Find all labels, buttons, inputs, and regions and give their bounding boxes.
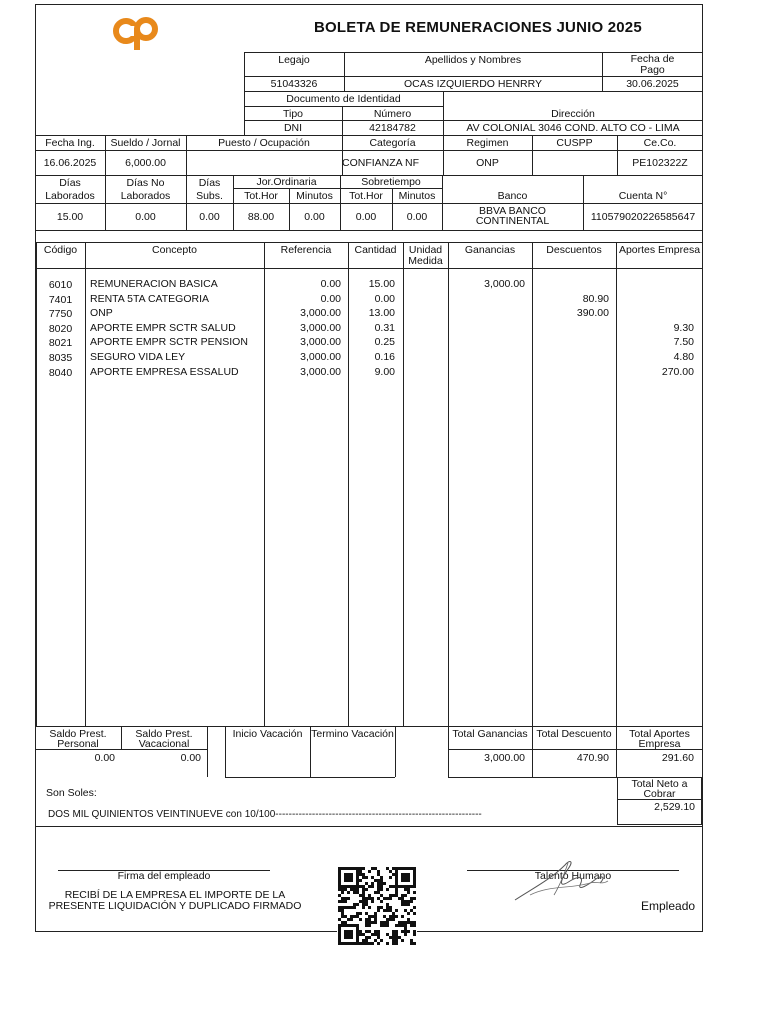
row-codigo: 7750 (48, 308, 73, 321)
nombres-value: OCAS IZQUIERDO HENRRY (403, 78, 543, 90)
son-soles-value: DOS MIL QUINIENTOS VEINTINUEVE con 10/100-------------------------------------------------------------- (48, 809, 482, 820)
jor-minutos-value: 0.00 (304, 211, 325, 223)
ceco-label: Ce.Co. (643, 137, 677, 149)
row-descuentos: 80.90 (582, 292, 609, 305)
direccion-value: AV COLONIAL 3046 COND. ALTO CO - LIMA (466, 122, 680, 134)
row-cantidad: 9.00 (374, 365, 395, 378)
jor-ordinaria-label: Jor.Ordinaria (256, 176, 317, 188)
fecha-pago-label-1: Fecha de (630, 53, 675, 65)
total-aportes-label-1: Total Aportes (629, 728, 690, 740)
jor-minutos-label: Minutos (296, 190, 333, 202)
dias-no-label-1: Días No (126, 177, 165, 189)
row-cantidad: 15.00 (368, 278, 395, 290)
fecha-pago-value: 30.06.2025 (626, 78, 679, 90)
empleado-label: Empleado (641, 899, 696, 913)
neto-label-2: Cobrar (643, 788, 676, 800)
row-codigo: 6010 (48, 279, 73, 291)
fecha-pago-label-2: Pago (640, 64, 665, 76)
dias-subs-label-2: Subs. (196, 190, 223, 202)
termino-vac-label: Termino Vacación (311, 728, 394, 740)
saldo-personal-label-2: Personal (57, 738, 99, 750)
col-cantidad: Cantidad (354, 244, 397, 256)
fecha-ing-value: 16.06.2025 (43, 157, 97, 169)
col-unidad-1: Unidad (408, 244, 443, 256)
row-aportes: 7.50 (673, 336, 694, 349)
row-aportes: 4.80 (673, 351, 694, 363)
saldo-vac-label-2: Vacacional (138, 738, 190, 750)
company-logo (112, 14, 162, 50)
row-referencia: 3,000.00 (300, 365, 341, 378)
inicio-vac-label: Inicio Vacación (232, 728, 303, 740)
saldo-personal-value: 0.00 (94, 752, 115, 764)
cuenta-label: Cuenta N° (618, 190, 668, 202)
row-concepto: REMUNERACION BASICA (90, 278, 218, 290)
tipo-value: DNI (283, 122, 303, 134)
dias-no-label-2: Laborados (120, 190, 171, 202)
row-concepto: SEGURO VIDA LEY (90, 351, 186, 363)
sobre-minutos-value: 0.00 (406, 211, 428, 223)
sobre-tothor-label: Tot.Hor (349, 190, 383, 202)
dias-lab-label-2: Laborados (45, 190, 95, 202)
sueldo-value: 6,000.00 (125, 157, 166, 169)
row-cantidad: 0.16 (374, 351, 395, 363)
col-concepto: Concepto (152, 244, 197, 256)
row-referencia: 0.00 (320, 292, 341, 305)
row-descuentos: 390.00 (576, 307, 609, 320)
row-referencia: 3,000.00 (300, 307, 341, 320)
row-referencia: 0.00 (320, 278, 341, 290)
total-ganancias-label: Total Ganancias (452, 728, 528, 740)
saldo-vac-label-1: Saldo Prest. (135, 728, 193, 740)
total-aportes-value: 291.60 (661, 752, 694, 764)
regimen-value: ONP (476, 157, 499, 169)
row-cantidad: 0.31 (374, 321, 395, 334)
row-concepto: ONP (90, 307, 113, 320)
row-cantidad: 13.00 (368, 307, 395, 320)
signature-image (510, 855, 615, 905)
puesto-label: Puesto / Ocupación (218, 137, 310, 149)
legajo-label: Legajo (278, 54, 310, 66)
col-unidad-2: Medida (408, 255, 443, 267)
sobretiempo-label: Sobretiempo (361, 176, 421, 188)
col-aportes: Aportes Empresa (618, 244, 701, 256)
row-referencia: 3,000.00 (300, 321, 341, 334)
cuspp-label: CUSPP (556, 137, 593, 149)
banco-value-1: BBVA BANCO (479, 205, 546, 217)
col-codigo: Código (43, 244, 78, 256)
col-descuentos: Descuentos (546, 244, 602, 256)
banco-label: Banco (497, 190, 528, 202)
total-ganancias-value: 3,000.00 (484, 752, 525, 764)
row-aportes: 270.00 (661, 365, 694, 378)
sueldo-label: Sueldo / Jornal (110, 137, 181, 149)
dias-no-value: 0.00 (135, 211, 156, 223)
row-codigo: 8020 (48, 322, 73, 335)
row-concepto: RENTA 5TA CATEGORIA (90, 292, 210, 305)
row-concepto: APORTE EMPRESA ESSALUD (90, 365, 239, 378)
row-ganancias: 3,000.00 (484, 278, 525, 290)
jor-tothor-value: 88.00 (247, 211, 275, 223)
doc-identidad-label: Documento de Identidad (286, 93, 401, 105)
row-codigo: 7401 (48, 293, 73, 306)
dias-subs-label-1: Días (198, 177, 221, 189)
banco-value-2: CONTINENTAL (475, 215, 550, 227)
son-soles-label: Son Soles: (46, 787, 97, 799)
saldo-personal-label-1: Saldo Prest. (49, 728, 107, 740)
row-concepto: APORTE EMPR SCTR SALUD (90, 321, 236, 334)
total-descuento-value: 470.90 (576, 752, 609, 764)
neto-value: 2,529.10 (654, 801, 695, 813)
saldo-vac-value: 0.00 (180, 752, 201, 764)
col-referencia: Referencia (280, 244, 332, 256)
cuenta-value: 110579020226585647 (590, 211, 696, 223)
numero-label: Número (373, 108, 412, 120)
sobre-minutos-label: Minutos (398, 190, 436, 202)
nombres-label: Apellidos y Nombres (424, 54, 522, 66)
recibi-line-1: RECIBÍ DE LA EMPRESA EL IMPORTE DE LA (64, 889, 286, 901)
jor-tothor-label: Tot.Hor (244, 190, 278, 202)
row-codigo: 8040 (48, 366, 73, 379)
row-cantidad: 0.25 (374, 336, 395, 349)
total-descuento-label: Total Descuento (536, 728, 612, 740)
regimen-label: Regimen (466, 137, 509, 149)
numero-value: 42184782 (369, 122, 416, 134)
firma-empleado-label: Firma del empleado (117, 870, 211, 882)
row-concepto: APORTE EMPR SCTR PENSION (90, 336, 248, 349)
dias-lab-value: 15.00 (56, 211, 84, 223)
row-referencia: 3,000.00 (300, 351, 341, 363)
recibi-line-2: PRESENTE LIQUIDACIÓN Y DUPLICADO FIRMADO (48, 900, 302, 912)
fecha-ing-label: Fecha Ing. (45, 137, 95, 149)
document-title: BOLETA DE REMUNERACIONES JUNIO 2025 (314, 19, 642, 36)
col-ganancias: Ganancias (464, 244, 516, 256)
sobre-tothor-value: 0.00 (355, 211, 377, 223)
dias-lab-label-1: Días (59, 177, 81, 189)
categoria-label: Categoría (369, 137, 416, 149)
row-codigo: 8035 (48, 352, 73, 364)
row-referencia: 3,000.00 (300, 336, 341, 349)
row-cantidad: 0.00 (374, 292, 395, 305)
total-aportes-label-2: Empresa (638, 738, 681, 750)
legajo-value: 51043326 (270, 78, 318, 90)
dias-subs-value: 0.00 (199, 211, 220, 223)
row-codigo: 8021 (48, 337, 73, 350)
row-aportes: 9.30 (673, 321, 694, 334)
categoria-value: CONFIANZA NF (342, 157, 420, 169)
ceco-value: PE102322Z (632, 157, 688, 169)
qr-code (337, 867, 417, 945)
talento-humano-label: Talento Humano (534, 870, 612, 882)
neto-label-1: Total Neto a (631, 778, 688, 790)
tipo-label: Tipo (282, 108, 304, 120)
direccion-label: Dirección (551, 108, 595, 120)
